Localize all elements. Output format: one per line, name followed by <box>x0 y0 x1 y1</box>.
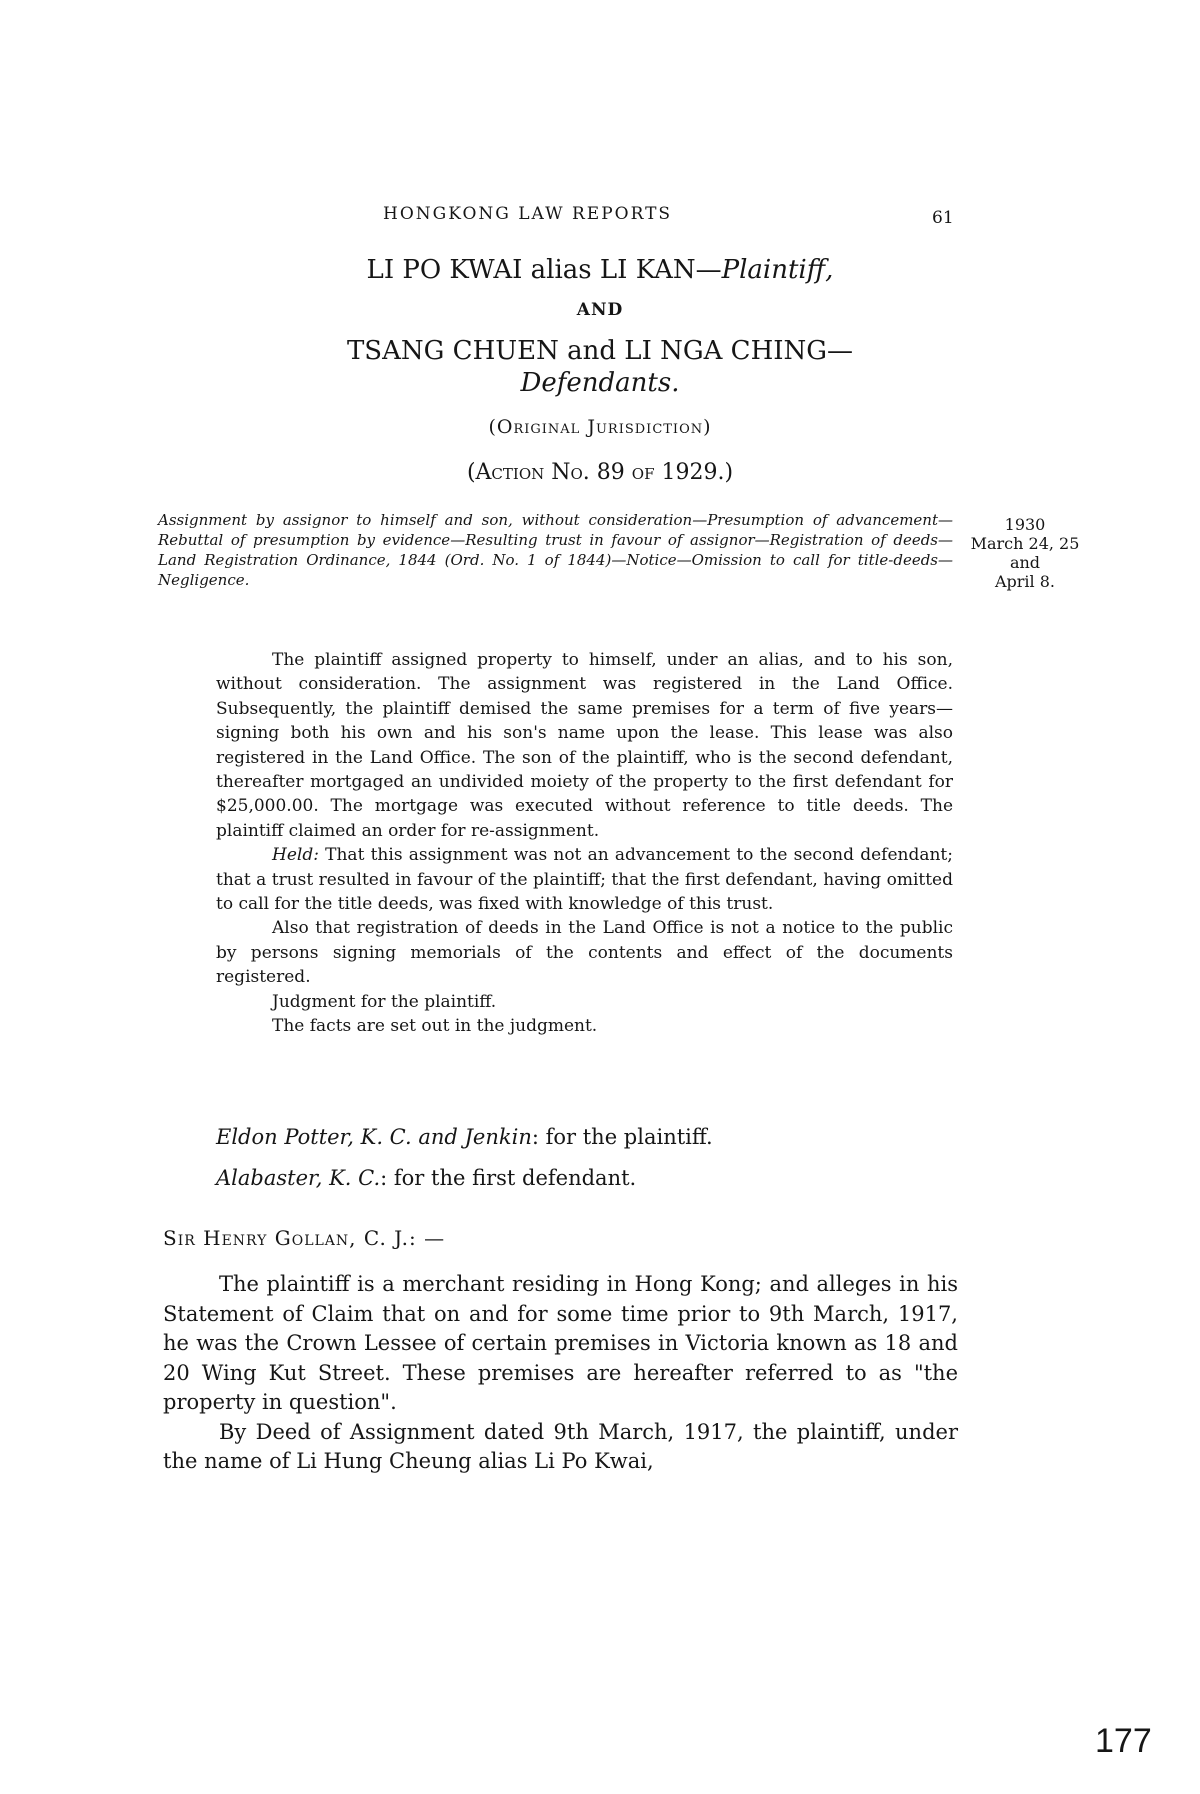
judge-heading: Sir Henry Gollan, C. J.: — <box>163 1226 446 1250</box>
defendants-name: TSANG CHUEN and LI NGA CHING <box>346 336 828 366</box>
plaintiff-line: LI PO KWAI alias LI KAN—Plaintiff, <box>366 255 834 285</box>
case-summary <box>216 648 953 1039</box>
running-title: HONGKONG LAW REPORTS <box>383 204 673 224</box>
and-separator: AND <box>576 300 624 320</box>
counsel-plaintiff <box>216 1125 713 1149</box>
judgment-text <box>163 1270 958 1477</box>
judgment-paragraph: The plaintiff is a merchant residing in Hong Kong; and alleges in his Statement of Claim that on and for some time prior to 9th March, 1917, he was the Crown Lessee of certain premises in Victoria known as 18 and 20 Wing Kut Street. These premises are hereafter referred to as "the property in question". <box>163 1272 958 1414</box>
headnote: Assignment by assignor to himself and son, without consideration—Presumption of advancement—Rebuttal of presumption by evidence—Resulting trust in favour of assignor—Registration of deeds—Land Registration Ordinance, 1844 (Ord. No. 1 of 1844)—Notice—Omission to call for title-deeds—Negligence. <box>158 511 953 589</box>
page-number: 61 <box>932 208 954 228</box>
date-year: 1930 <box>1004 515 1046 534</box>
defendants-role: Defendants. <box>520 368 680 398</box>
held-text: That this assignment was not an advancement to the second defendant; that a trust resulted in favour of the plaintiff; that the first defendant, having omitted to call for the title deeds, was fixed with knowledge of this trust. <box>216 845 953 915</box>
plaintiff-role: Plaintiff, <box>721 255 834 285</box>
counsel-names: Eldon Potter, K. C. and Jenkin <box>216 1125 532 1149</box>
held-paragraph <box>216 843 953 916</box>
date-and: and <box>1009 553 1041 572</box>
date-last: April 8. <box>994 572 1056 591</box>
summary-paragraph: Judgment for the plaintiff. <box>272 991 497 1012</box>
archive-page-stamp: 177 <box>1095 1722 1152 1760</box>
hearing-dates <box>965 515 1085 591</box>
held-label: Held: <box>272 845 319 866</box>
counsel-names: Alabaster, K. C. <box>216 1166 381 1190</box>
counsel-role: : for the plaintiff. <box>531 1125 713 1149</box>
defendants-block: TSANG CHUEN and LI NGA CHING— Defendants. <box>346 336 854 398</box>
summary-paragraph: Also that registration of deeds in the Land Office is not a notice to the public by persons signing memorials of the contents and effect of the documents registered. <box>216 918 953 988</box>
counsel-role: : for the first defendant. <box>380 1166 637 1190</box>
summary-paragraph: The plaintiff assigned property to himself, under an alias, and to his son, without consideration. The assignment was registered in the Land Office. Subsequently, the plaintiff demised the same premises for a term of five years—signing both his own and his son's name upon the lease. This lease was also registered in the Land Office. The son of the plaintiff, who is the second defendant, thereafter mortgaged an undivided moiety of the property to the first defendant for $25,000.00. The mortgage was executed without reference to title deeds. The plaintiff claimed an order for re-assignment. <box>216 650 953 841</box>
counsel-defendant <box>216 1166 636 1190</box>
judgment-paragraph: By Deed of Assignment dated 9th March, 1917, the plaintiff, under the name of Li Hung Cheung alias Li Po Kwai, <box>163 1419 958 1473</box>
action-number: (Action No. 89 of 1929.) <box>466 460 734 485</box>
jurisdiction: (Original Jurisdiction) <box>488 416 712 438</box>
plaintiff-name: LI PO KWAI alias LI KAN <box>366 255 696 285</box>
date-days: March 24, 25 <box>970 534 1080 553</box>
summary-paragraph: The facts are set out in the judgment. <box>272 1016 598 1037</box>
